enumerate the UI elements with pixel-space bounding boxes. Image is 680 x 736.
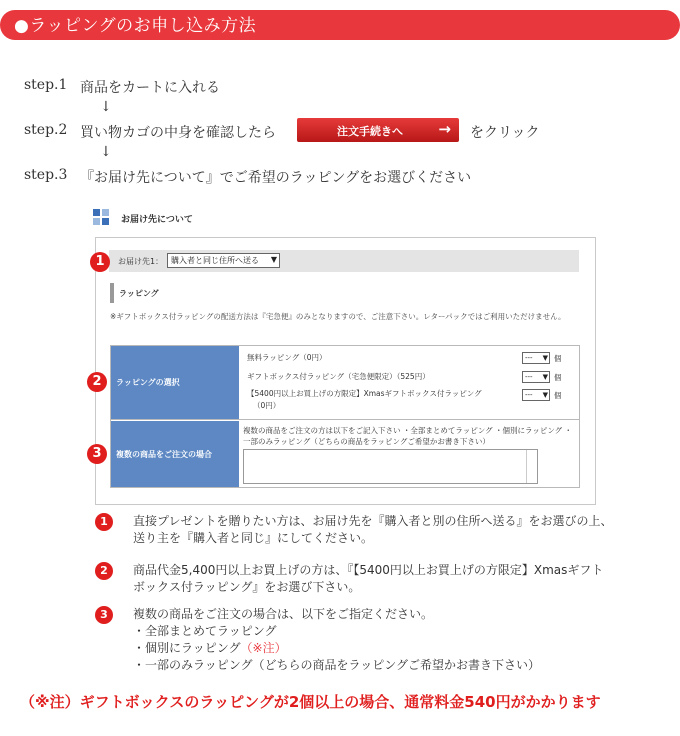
step3-label: step.3 <box>24 167 68 183</box>
footer-note: （※注）ギフトボックスのラッピングが2個以上の場合、通常料金540円がかかります <box>20 693 601 711</box>
wrapping-heading: ラッピング <box>119 289 159 298</box>
option-xmas-price: （0円） <box>253 401 281 410</box>
panel-title: お届け先について <box>121 215 193 225</box>
qty-value: --- <box>525 354 533 362</box>
divider <box>110 419 580 420</box>
scrollbar[interactable] <box>526 450 537 483</box>
badge-3: 3 <box>87 444 107 464</box>
chevron-down-icon: ▼ <box>542 354 548 362</box>
checkout-button-label: 注文手続きへ <box>337 125 403 138</box>
step2-text: 買い物カゴの中身を確認したら <box>80 125 276 141</box>
note-badge-3: 3 <box>95 606 113 624</box>
note-2-line2: ボックス付ラッピング』をお選び下さい。 <box>133 580 361 594</box>
wrapping-note: ※ギフトボックス付ラッピングの配送方法は『宅急便』のみとなりますので、ご注意下さい。レターパックではご利用いただけません。 <box>110 312 566 321</box>
note-badge-1: 1 <box>95 513 113 531</box>
option-free-wrap: 無料ラッピング（0円） <box>247 353 327 362</box>
step1-text: 商品をカートに入れる <box>80 80 220 96</box>
arrow-down-icon: ↓ <box>100 99 112 115</box>
arrow-down-icon: ↓ <box>100 144 112 160</box>
multi-order-header <box>111 421 239 487</box>
destination-label: お届け先1： <box>118 257 164 266</box>
note-3-bullet-3: ・一部のみラッピング（どちらの商品をラッピングご希望かお書き下さい） <box>133 658 541 672</box>
checkout-button[interactable] <box>297 118 459 142</box>
step1-label: step.1 <box>24 77 68 93</box>
qty-value: --- <box>525 373 533 381</box>
wrapping-select-header <box>111 346 239 419</box>
chevron-down-icon: ▼ <box>270 255 277 264</box>
unit-label: 個 <box>554 373 562 382</box>
note-badge-2: 2 <box>95 562 113 580</box>
destination-select[interactable] <box>167 253 280 268</box>
qty-select[interactable] <box>522 352 550 364</box>
option-xmas-wrap: 【5400円以上お買上げの方限定】Xmasギフトボックス付ラッピング <box>247 389 482 398</box>
qty-select[interactable] <box>522 371 550 383</box>
note-1-line2: 送り主を『購入者と同じ』にしてください。 <box>133 531 374 545</box>
multi-order-header-text: 複数の商品をご注文の場合 <box>116 450 212 459</box>
destination-select-value: 購入者と同じ住所へ送る <box>171 256 259 265</box>
section-marker <box>110 283 114 303</box>
chevron-down-icon: ▼ <box>542 391 548 399</box>
unit-label: 個 <box>554 391 562 400</box>
arrow-right-icon: → <box>438 120 451 138</box>
badge-1: 1 <box>90 252 110 272</box>
badge-2: 2 <box>87 372 107 392</box>
note-3-bullet-2 <box>133 640 287 657</box>
step3-text: 『お届け先について』でご希望のラッピングをお選びください <box>80 170 472 186</box>
page-title: ●ラッピングのお申し込み方法 <box>14 16 257 36</box>
note-3-bullet-2-text: ・個別にラッピング <box>133 641 241 655</box>
unit-label: 個 <box>554 354 562 363</box>
multi-order-note: 複数の商品をご注文の方は以下をご記入下さい ・全部まとめてラッピング ・個別にラッピング ・一部のみラッピング（どちらの商品をラッピングご希望かお書き下さい） <box>243 426 573 446</box>
step2-text-after: をクリック <box>470 125 540 141</box>
chevron-down-icon: ▼ <box>542 373 548 381</box>
note-mark: （※注） <box>240 641 287 655</box>
qty-value: --- <box>525 391 533 399</box>
note-3-line1: 複数の商品をご注文の場合は、以下をご指定ください。 <box>133 607 434 621</box>
note-3-bullet-1: ・全部まとめてラッピング <box>133 624 277 638</box>
qty-select[interactable] <box>522 389 550 401</box>
tiles-icon <box>93 209 109 225</box>
option-giftbox-wrap: ギフトボックス付ラッピング（宅急便限定）（525円） <box>247 372 430 381</box>
multi-order-textarea[interactable] <box>243 449 538 484</box>
note-1-line1: 直接プレゼントを贈りたい方は、お届け先を『購入者と別の住所へ送る』をお選びの上、 <box>133 514 613 528</box>
note-2-line1: 商品代金5,400円以上お買上げの方は、『【5400円以上お買上げの方限定】Xmasギフト <box>133 563 604 577</box>
step2-label: step.2 <box>24 122 68 138</box>
wrapping-select-header-text: ラッピングの選択 <box>116 378 180 387</box>
